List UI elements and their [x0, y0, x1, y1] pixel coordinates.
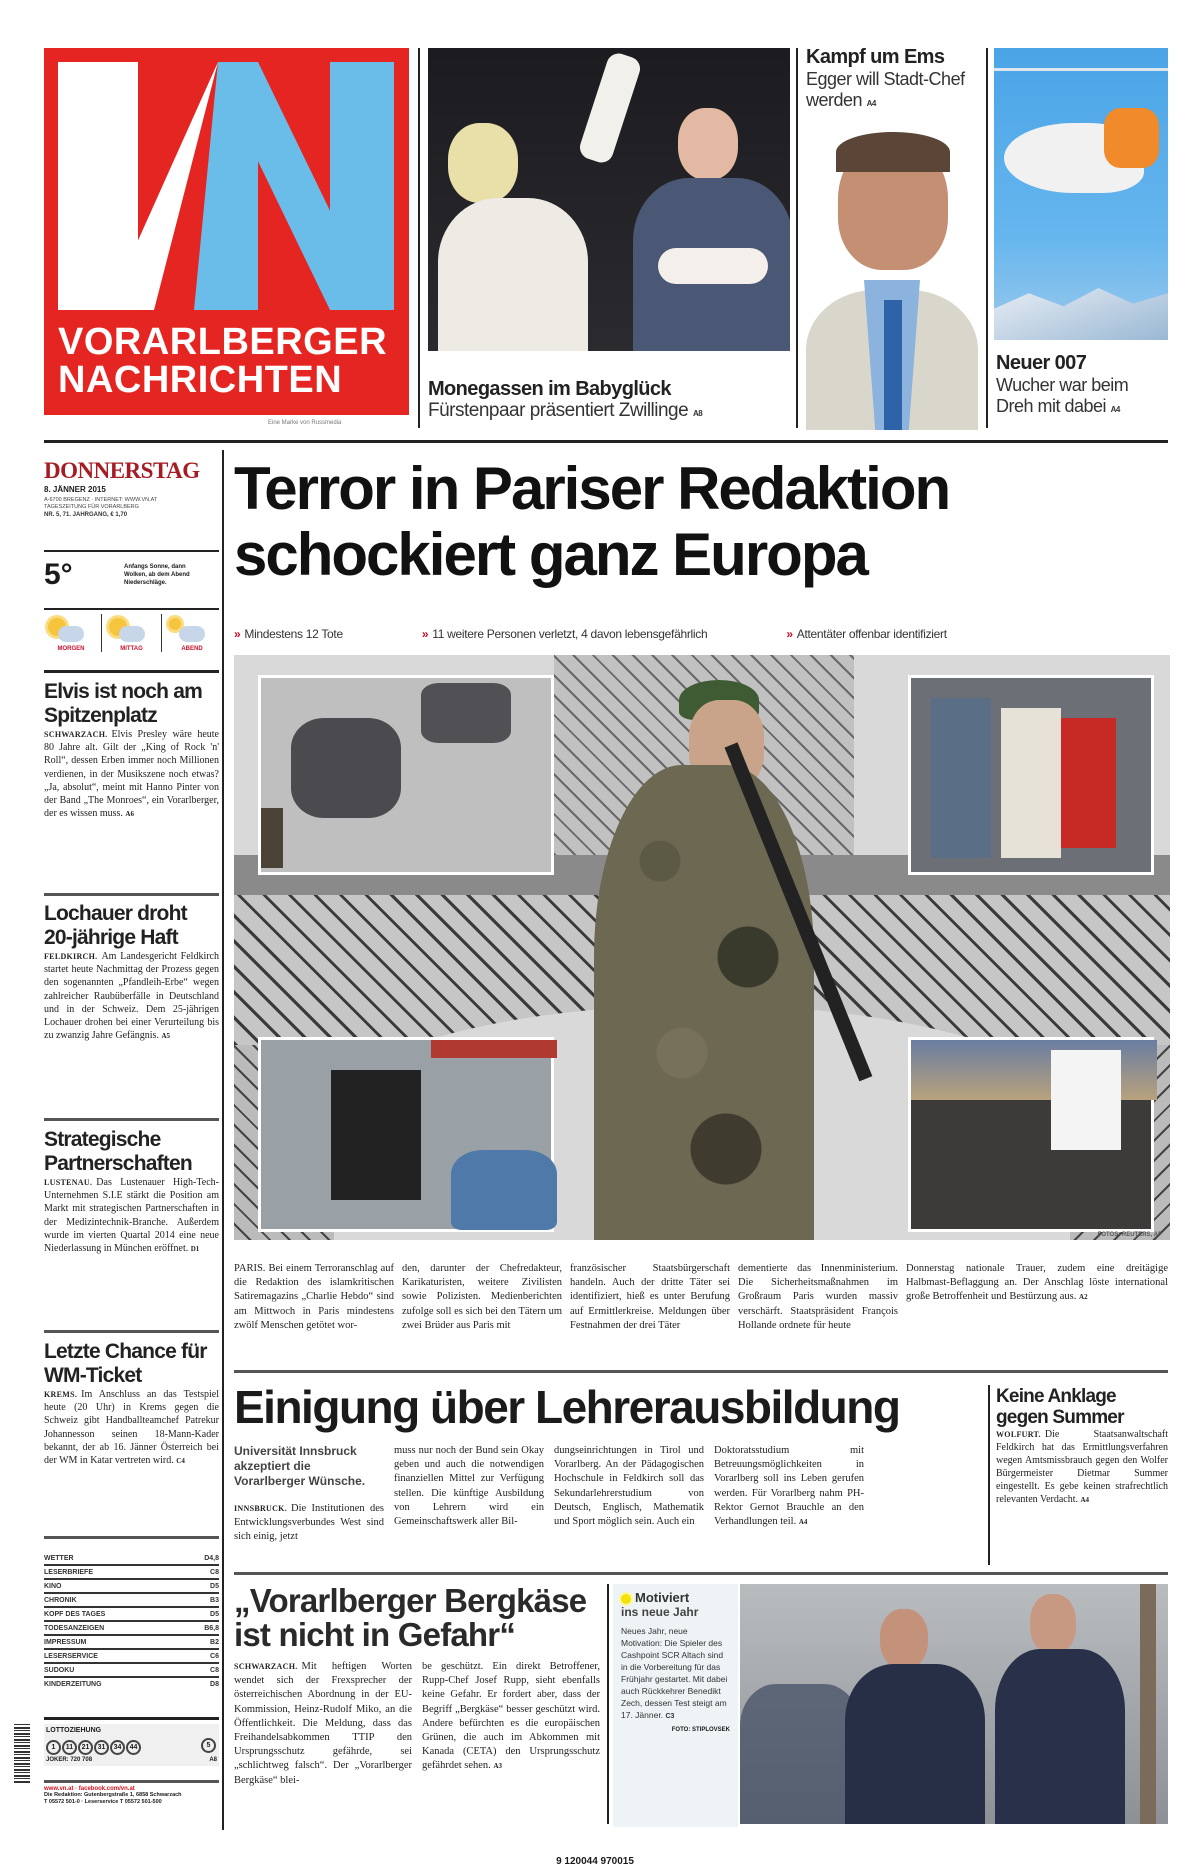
page-ref: A4	[866, 99, 876, 108]
lead-inset-top-left[interactable]	[258, 675, 554, 875]
baby-blanket	[658, 248, 768, 284]
police-car-shape	[451, 1150, 557, 1230]
sidebar-story[interactable]	[44, 1340, 219, 1468]
index-row[interactable]	[44, 1566, 219, 1580]
lead-bullets	[234, 627, 1174, 641]
stretcher-shape	[1001, 708, 1061, 858]
dateline	[44, 458, 219, 520]
teacher-column	[714, 1444, 864, 1529]
page-ref: A2	[1079, 1293, 1088, 1302]
kicker: SCHWARZACH.	[44, 730, 108, 739]
bullet-mark-icon: »	[786, 627, 793, 641]
index-label: WETTER	[44, 1555, 74, 1562]
masthead-rule	[44, 440, 1168, 443]
player-head	[880, 1609, 928, 1669]
index-label: IMPRESSUM	[44, 1639, 87, 1646]
index-page: D4,8	[204, 1555, 219, 1562]
sport-headline-line-1: Motiviert	[635, 1590, 690, 1605]
issue-info: NR. 5, 71. JAHRGANG, € 1,70	[44, 512, 128, 518]
sport-body-text: Neues Jahr, neue Motivation: Die Spieler des Cashpoint SCR Altach sind in die Vorbereitung für das Frühjahr gestartet. Mit dabei auch Rückkehrer Benedikt Zech, dessen Test steigt am 17. Jänner.	[621, 1626, 728, 1720]
sun-cloud-icon	[165, 614, 207, 646]
index-row[interactable]	[44, 1664, 219, 1678]
story-body	[996, 1428, 1168, 1507]
cheese-column	[234, 1660, 412, 1788]
figure-head	[448, 123, 518, 203]
kicker: SCHWARZACH.	[234, 1662, 298, 1671]
bullet-item	[786, 627, 984, 641]
lead-column	[906, 1262, 1168, 1305]
lotto-ball: 11	[62, 1740, 77, 1755]
contact-line: Die Redaktion: Gutenbergstraße 1, 6858 Schwarzach	[44, 1792, 182, 1798]
barcode-text: 9 120044 970015	[556, 1856, 634, 1866]
story-body	[44, 1388, 219, 1468]
index-label: LESERBRIEFE	[44, 1569, 94, 1576]
teaser-ems-photo[interactable]	[806, 130, 978, 430]
bullet-mark-icon: »	[421, 627, 429, 641]
index-label: KINO	[44, 1583, 62, 1590]
teaser-bond[interactable]	[996, 352, 1168, 420]
divider	[44, 1780, 219, 1783]
divider	[44, 1118, 219, 1121]
lead-column: PARIS. Bei einem Terroranschlag auf die Redaktion des islamkritischen Satiremagazins „Charlie Hebdo“ sind am Mittwoch in Paris mindestens zwölf Menschen getötet wor-	[234, 1263, 394, 1331]
figure-coat	[438, 198, 588, 351]
kicker: INNSBRUCK.	[234, 1504, 288, 1513]
barcode	[14, 1724, 30, 1784]
sidebar-story[interactable]	[44, 1128, 219, 1256]
lead-column-text: Donnerstag nationale Trauer, zudem eine dreitägige Halbmast-Beflaggung an. Der Anschlag löste international große Betroffenheit und Bestürzung aus.	[906, 1263, 1168, 1303]
story-body	[44, 728, 219, 821]
weather-period-label: MITTAG	[120, 646, 143, 652]
teacher-deck: Universität Innsbruck akzeptiert die Vorarlberger Wünsche.	[234, 1444, 366, 1488]
kicker: FELDKIRCH.	[44, 952, 98, 961]
index-row[interactable]	[44, 1636, 219, 1650]
teacher-column: muss nur noch der Bund sein Okay geben und auch die notwendigen finanziellen Mittel zur Verfügung stellen. Die künftige Ausbildung von Lehrern wird ein Gemeinschaftswerk aller Bil-	[394, 1445, 544, 1528]
sun-cloud-icon	[105, 614, 147, 646]
cheese-headline-line-2: ist nicht in Gefahr“	[234, 1616, 516, 1653]
logo-letter-n	[194, 62, 394, 310]
lead-inset-bottom-left[interactable]	[258, 1037, 554, 1232]
cheese-column-text: Mit heftigen Worten wendet sich der Frexsprecher der österreichischen Abordnung in der EU-Kommission, Heinz-Rudolf Miko, an die Öffentlichkeit. Die Meldung, dass das Freihandelsabkommen TTIP den Ursprungsschutz gefährde, sei „schlichtweg falsch“. Der „Vorarlberger Bergkäse“ blei-	[234, 1661, 412, 1786]
figure-shape	[261, 808, 283, 868]
bullet-mark-icon: »	[234, 627, 241, 641]
divider	[44, 670, 219, 673]
page-ref: A3	[493, 1762, 502, 1771]
player-jacket	[995, 1649, 1125, 1824]
teaser-monaco[interactable]	[428, 378, 788, 425]
car-shape	[291, 718, 401, 818]
lotto-ball: 44	[126, 1740, 141, 1755]
figure-arm	[577, 50, 643, 165]
lead-column: dementierte das Innenministerium. Die Sicherheitsmaßnahmen im Großraum Paris wurden massiv verschärft. Staatspräsident François Hollande ordnete für heute	[738, 1263, 898, 1331]
divider	[234, 1572, 1168, 1575]
sidebar-story[interactable]	[44, 902, 219, 1043]
cheese-headline-line-1: „Vorarlberger Bergkäse	[234, 1582, 587, 1619]
divider	[796, 48, 798, 428]
page-ref: A4	[1110, 405, 1120, 414]
index-page: B2	[210, 1639, 219, 1646]
protest-sign	[1051, 1050, 1121, 1150]
index-row[interactable]	[44, 1608, 219, 1622]
index-row[interactable]	[44, 1622, 219, 1636]
divider	[44, 608, 219, 610]
teaser-monaco-photo[interactable]	[428, 48, 790, 351]
lotto-ball: 31	[94, 1740, 109, 1755]
index-label: KOPF DES TAGES	[44, 1611, 106, 1618]
kicker: KREMS.	[44, 1390, 78, 1399]
page-ref: A4	[1080, 1496, 1090, 1504]
temperature: 5°	[44, 558, 73, 591]
index-row[interactable]	[44, 1552, 219, 1566]
divider	[44, 550, 219, 552]
story-text: Am Landesgericht Feldkirch startet heute Nachmittag der Prozess gegen den sogenannten „Pfandleih-Erbe“ wegen zahlreicher Raubüberfälle in Deutschland und in der Schweiz. Dem 25-jährigen Lochauer drohen bei einer Verurteilung bis zu zwanzig Jahre Gefängnis.	[44, 951, 219, 1042]
lotto-box	[44, 1724, 219, 1766]
teaser-headline: Neuer 007	[996, 352, 1087, 374]
index-label: LESERSERVICE	[44, 1653, 98, 1660]
photo-credit: FOTO: STIPLOVSEK	[671, 1727, 730, 1733]
cheese-column-text: be geschützt. Ein direkt Betroffener, Rupp-Chef Josef Rupp, sieht ebenfalls keine Gefahr. Er fordert aber, dass der Begriff „Bergkäse“ besser geschützt wird. Andere befürchten es die europäischen Grünen, die auch im Abkommen mit Kanada (CETA) den Ursprungsschutz gefährdet sehen.	[422, 1661, 600, 1772]
page-ref: A5	[161, 1032, 171, 1041]
story-headline: Lochauer droht 20-jährige Haft	[44, 902, 187, 949]
wordmark-line-1: VORARLBERGER	[58, 321, 388, 363]
background-players	[740, 1684, 860, 1824]
lead-column: den, darunter der Chefredakteur, Karikaturisten, weitere Zivilisten sowie Polizisten. Medienberichten zufolge soll es sich bei den Tätern um zwei Brüder aus Paris mit	[402, 1263, 562, 1331]
lead-column: französischer Staatsbürgerschaft handeln. Auch der dritte Täter sei identifiziert, hieß es unter Berufung auf Ermittlerkreise. Meldungen über Festnahmen der drei Täter	[570, 1263, 730, 1331]
teacher-column: dungseinrichtungen in Tirol und Vorarlberg. An der Pädagogischen Hochschule in Feldkirch soll das Sekundarlehrerstudium von Deutsch, Englisch, Mathematik und Sport möglich sein. Auch ein	[554, 1445, 704, 1528]
weather-summary	[44, 558, 219, 592]
page-ref: C4	[176, 1457, 185, 1466]
divider	[44, 1536, 219, 1539]
page-ref: D1	[190, 1245, 200, 1254]
story-headline: Strategische Partnerschaften	[44, 1128, 192, 1175]
storefront-sign	[431, 1040, 557, 1058]
page-ref: A4	[798, 1518, 808, 1527]
rotor	[994, 68, 1168, 71]
lotto-ball: 34	[110, 1740, 125, 1755]
page-ref: A8	[692, 409, 703, 418]
contact-line: T 05572 501-0 · Leserservice T 05572 501-500	[44, 1799, 162, 1805]
page-ref: A8	[209, 1757, 217, 1763]
lead-photo-main[interactable]	[234, 655, 1170, 1240]
weather-text: Anfangs Sonne, dann Wolken, ab dem Abend Niederschläge.	[124, 564, 190, 586]
weather-period-evening	[165, 614, 219, 652]
story-body	[44, 950, 219, 1043]
index-page: B6,8	[204, 1625, 219, 1632]
divider	[607, 1584, 609, 1824]
cheese-headline[interactable]	[234, 1584, 614, 1652]
lead-inset-top-right[interactable]	[908, 675, 1154, 875]
contact-url[interactable]: www.vn.at · facebook.com/vn.at	[44, 1786, 135, 1792]
story-headline: Elvis ist noch am Spitzenplatz	[44, 680, 202, 727]
player-jacket	[845, 1664, 985, 1824]
lotto-title: LOTTOZIEHUNG	[46, 1727, 102, 1734]
teaser-headline: Monegassen im Babyglück	[428, 378, 671, 400]
index-page: C8	[210, 1667, 219, 1674]
story-headline: Letzte Chance für WM-Ticket	[44, 1340, 207, 1387]
logo-letter-v	[58, 62, 218, 310]
weather-forecast	[44, 614, 219, 652]
teaser-ems[interactable]	[806, 46, 986, 114]
index-label: TODESANZEIGEN	[44, 1625, 105, 1632]
divider	[986, 48, 988, 428]
lead-inset-bottom-right[interactable]	[908, 1037, 1154, 1232]
index-row[interactable]	[44, 1678, 219, 1690]
index-table	[44, 1552, 219, 1690]
page-ref: C3	[665, 1713, 675, 1720]
story-text: Die Staatsanwaltschaft Feldkirch hat das Ermittlungsverfahren wegen Amtsmissbrauch gegen den Wolfer Bürgermeister Dietmar Summer eingestellt. Es gebe keinen strafrechtlich relevanten Verdacht.	[996, 1429, 1168, 1505]
divider	[418, 48, 420, 428]
bullet-text: 11 weitere Personen verletzt, 4 davon lebensgefährlich	[432, 627, 708, 641]
figure-head-2	[678, 108, 738, 180]
bullet-text: Attentäter offenbar identifiziert	[796, 627, 947, 641]
page-ref: A6	[125, 810, 134, 819]
lotto-ball: 21	[78, 1740, 93, 1755]
paramedic-shape	[1061, 718, 1116, 848]
teaser-subhead: Egger will Stadt-Chef werden	[806, 69, 965, 110]
highlight-dot-icon	[621, 1594, 631, 1604]
index-row[interactable]	[44, 1580, 219, 1594]
lotto-bonus-ball: 5	[201, 1738, 216, 1753]
left-column-divider	[222, 450, 224, 1830]
weather-period-midday	[105, 614, 159, 652]
story-headline: Keine Anklage gegen Summer	[996, 1386, 1124, 1428]
soldier-body	[594, 765, 814, 1240]
divider	[161, 614, 162, 652]
player-head	[1030, 1594, 1076, 1654]
kicker: WOLFURT.	[996, 1430, 1041, 1439]
sidebar-story[interactable]	[44, 680, 219, 821]
lotto-numbers	[46, 1736, 142, 1755]
wordmark-line-2: NACHRICHTEN	[58, 359, 343, 401]
divider	[234, 1370, 1168, 1373]
vn-logo[interactable]	[44, 48, 409, 415]
kicker: LUSTENAU.	[44, 1178, 93, 1187]
edition-info-1: A-6700 BREGENZ · INTERNET: WWW.VN.AT	[44, 497, 158, 503]
portrait-hair	[836, 132, 950, 172]
car-shape	[421, 683, 511, 743]
masthead-byline: Eine Marke von Russmedia	[268, 420, 342, 426]
teaser-headline: Kampf um Ems	[806, 46, 945, 68]
index-label: SUDOKU	[44, 1667, 75, 1674]
sport-photo[interactable]	[740, 1584, 1168, 1824]
index-page: D5	[210, 1583, 219, 1590]
index-page: D5	[210, 1611, 219, 1618]
lead-headline-line-2: schockiert ganz Europa	[234, 521, 867, 588]
divider	[101, 614, 102, 652]
weekday: DONNERSTAG	[44, 458, 200, 483]
index-page: C8	[210, 1569, 219, 1576]
story-text: Das Lustenauer High-Tech-Unternehmen S.I.E stärkt die Position am Markt mit strategischen Partnerschaften in der Medizintechnik-Branche. Außerdem wurde im vierten Quartal 2014 eine neue Niederlassung in München eröffnet.	[44, 1177, 219, 1255]
weather-period-label: MORGEN	[57, 646, 85, 652]
joker-label: JOKER: 720 708	[46, 1757, 93, 1763]
tree-trunk	[1140, 1584, 1156, 1824]
index-label: CHRONIK	[44, 1597, 77, 1604]
weather-period-label: ABEND	[181, 646, 203, 652]
divider	[44, 1717, 219, 1720]
lead-headline-line-1: Terror in Pariser Redaktion	[234, 455, 950, 522]
bullet-text: Mindestens 12 Tote	[244, 627, 343, 641]
teacher-headline[interactable]: Einigung über Lehrerausbildung	[234, 1381, 900, 1433]
sport-headline	[621, 1590, 730, 1605]
divider	[988, 1385, 990, 1565]
mountains	[994, 288, 1168, 340]
bullet-item	[234, 627, 381, 641]
date: 8. JÄNNER 2015	[44, 485, 106, 494]
story-body	[44, 1176, 219, 1256]
lotto-ball: 1	[46, 1740, 61, 1755]
teacher-column	[234, 1502, 384, 1545]
index-page: C6	[210, 1653, 219, 1660]
car-shape	[331, 1070, 421, 1200]
weather-period-morning	[44, 614, 98, 652]
story-text: Elvis Presley wäre heute 80 Jahre alt. Gilt der „King of Rock 'n' Roll“, dessen Erben immer noch Millionen verdienen, in der Musikszene noch etwas? „Ja, absolut“, meint mit Hanno Pinter von der Band „The Monroes“, ein Vorarlberger, der es wissen muss.	[44, 729, 219, 820]
teacher-column-text: Die Institutionen des Entwicklungsverbundes West sind sich einig, jetzt	[234, 1503, 384, 1543]
sport-body	[621, 1625, 730, 1723]
photo-credit: FOTOS: REUTERS, AP	[1097, 1232, 1162, 1238]
sun-cloud-icon	[44, 614, 86, 646]
logo-wordmark	[58, 323, 387, 399]
cheese-column	[422, 1660, 600, 1774]
figure-shape	[931, 698, 991, 858]
index-page: D8	[210, 1681, 219, 1688]
summer-story[interactable]	[996, 1386, 1168, 1507]
index-row[interactable]	[44, 1594, 219, 1608]
index-row[interactable]	[44, 1650, 219, 1664]
bullet-item	[422, 627, 745, 641]
edition-info-2: TAGESZEITUNG FÜR VORARLBERG	[44, 504, 139, 510]
sport-subhead: ins neue Jahr	[621, 1605, 699, 1619]
teaser-subhead: Wucher war beim Dreh mit dabei	[996, 375, 1129, 416]
divider	[44, 1330, 219, 1333]
teaser-subhead: Fürstenpaar präsentiert Zwillinge	[428, 400, 689, 421]
index-label: KINDERZEITUNG	[44, 1681, 102, 1688]
lead-headline[interactable]	[234, 456, 1174, 588]
sport-box[interactable]	[613, 1584, 738, 1827]
index-page: B3	[210, 1597, 219, 1604]
teaser-bond-photo[interactable]	[994, 48, 1168, 340]
teacher-column-text: Doktoratsstudium mit Betreuungsmöglichkeiten in Vorarlberg soll ins Leben gerufen werden. Für Vorarlberg nahm PH-Rektor Gernot Brauchle an den Verhandlungen teil.	[714, 1445, 864, 1528]
story-text: Im Anschluss an das Testspiel heute (20 Uhr) in Krems gegen die Schweiz gibt Handballteamchef Patrekur Johannesson seinen 18-Mann-Kader bekannt, der ab 16. Jänner Österreich bei der WM in Katar vertreten wird.	[44, 1389, 219, 1467]
divider	[44, 893, 219, 896]
portrait-tie	[884, 300, 902, 430]
helicopter-stripe	[1104, 108, 1159, 168]
contact-box	[44, 1786, 219, 1806]
